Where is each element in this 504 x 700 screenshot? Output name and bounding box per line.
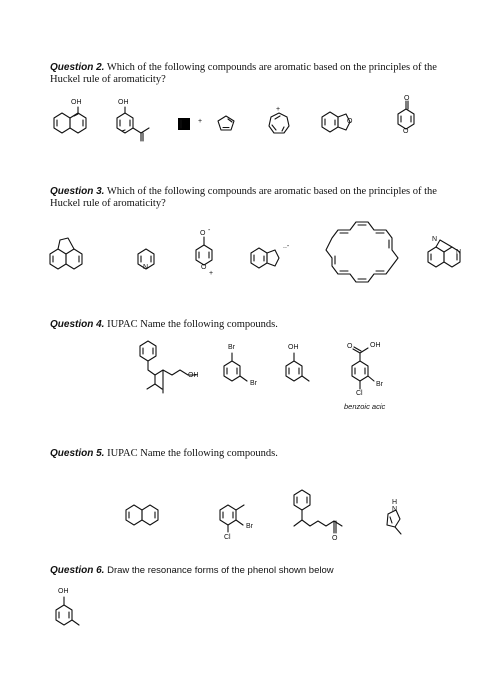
oh-label-q6: OH — [58, 588, 69, 595]
phenyl-ketone-structure — [294, 490, 342, 533]
question-2-number: Question 2. — [50, 62, 105, 73]
question-5-number: Question 5. — [50, 448, 105, 459]
question-6-number: Question 6. — [50, 565, 105, 576]
o-label-q2-2: O — [404, 95, 410, 102]
o-label-q3-2: O — [201, 264, 207, 271]
plus-label-q2-1: + — [198, 118, 203, 125]
o-label-q5: O — [332, 535, 338, 542]
o-label-q2-1: O — [347, 118, 353, 125]
question-6-text: Draw the resonance forms of the phenol shown below — [107, 565, 334, 576]
question-2-text: Which of the following compounds are aromatic based on the principles of the Huckel rule of aromaticity? — [50, 62, 437, 85]
tropylium-structure — [269, 113, 289, 133]
bromo-benzene-structure — [224, 353, 247, 381]
annulene-structure — [326, 222, 398, 282]
acenaphthylene-structure — [50, 238, 82, 269]
o-label-q3: O — [200, 230, 206, 237]
indenyl-structure — [251, 248, 279, 268]
question-5-text: IUPAC Name the following compounds. — [107, 448, 278, 459]
oh-label-q2-2: OH — [118, 99, 129, 106]
h-label-q5: H — [392, 499, 398, 506]
question-3-text: Which of the following compounds are aromatic based on the principles of the Huckel rule of aromaticity? — [50, 186, 437, 209]
benzofuran-structure — [322, 112, 353, 132]
question-4-text: IUPAC Name the following compounds. — [107, 319, 278, 330]
o-label-q4: O — [347, 343, 353, 350]
cl-label-q5: Cl — [224, 534, 231, 541]
br-label-q4-1: Br — [228, 344, 235, 351]
bromo-chloro-toluene-structure — [220, 505, 244, 532]
naphthalene-structure — [126, 505, 158, 525]
br-label-q4-3: Br — [376, 381, 383, 388]
plus-label-q2-2: + — [276, 106, 281, 113]
oh-label-q2-1: OH — [71, 99, 82, 106]
benzoic-acid-structure — [352, 347, 374, 389]
br-label-q4-2: Br — [250, 380, 257, 387]
benzoic-acid-caption: benzoic acic — [344, 402, 386, 411]
cyclopentadienyl-structure — [218, 116, 234, 130]
hydroxy-ketone-structure — [117, 107, 149, 141]
question-4-number: Question 4. — [50, 319, 105, 330]
pyranone-structure — [398, 101, 414, 129]
n-label-q5: N — [392, 506, 398, 513]
phenyl-alcohol-structure — [140, 341, 196, 393]
oh-label-q4-2: OH — [288, 344, 299, 351]
br-label-q5: Br — [246, 523, 253, 530]
n-label-q3-2: N — [432, 236, 438, 243]
n-label-q3-3: N — [456, 249, 462, 256]
oh-label-q4-3: OH — [370, 342, 381, 349]
minus-label-q3-1: - — [208, 227, 211, 234]
cresol-structure — [286, 353, 309, 381]
o-label-q2-3: O — [403, 128, 409, 135]
n-label-q3-1: N — [143, 264, 149, 271]
phenol-structure — [56, 597, 79, 625]
oh-label-q4-1: OH — [188, 372, 199, 379]
pyran-oxide-structure — [196, 237, 212, 265]
cl-label-q4: Cl — [356, 390, 363, 397]
naphthol-structure — [54, 107, 86, 133]
question-3-number: Question 3. — [50, 186, 105, 197]
charge-label-q3: ..- — [283, 243, 290, 250]
plus-label-q3: + — [209, 270, 214, 277]
cyclobutadiene-structure — [178, 118, 190, 130]
